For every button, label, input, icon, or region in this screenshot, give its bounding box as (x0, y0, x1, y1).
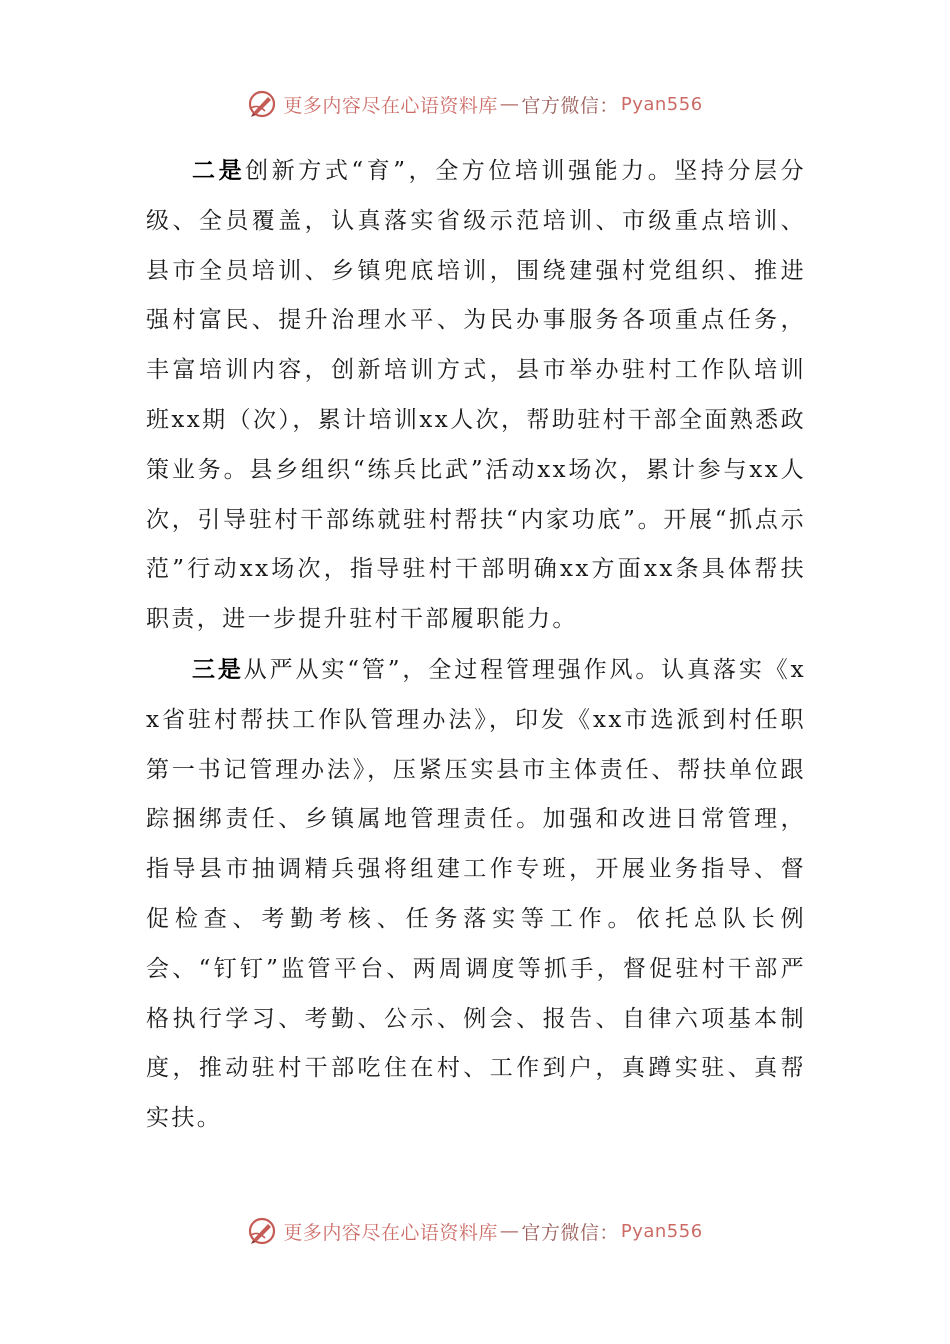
header-banner (0, 84, 950, 124)
paragraph-training (146, 146, 806, 645)
banner-main-text: 更多内容尽在心语资料库 (283, 1221, 498, 1244)
banner-wechat-handle: Pyan556 (620, 93, 703, 115)
pen-circle-logo-icon (247, 89, 277, 119)
banner-wechat-label: 官方微信： (521, 94, 619, 117)
paragraph-lead: 二是 (192, 157, 246, 184)
footer-banner (0, 1211, 950, 1251)
paragraph-text: 创新方式“育”，全方位培训强能力。坚持分层分级、全员覆盖，认真落实省级示范培训、市级重点培训、县市全员培训、乡镇兜底培训，围绕建强村党组织、推进强村富民、提升治理水平、为民办事服务各项重点任务，丰富培训内容，创新培训方式，县市举办驻村工作队培训班xx期（次），累计培训xx人次，帮助驻村干部全面熟悉政策业务。县乡组织“练兵比武”活动xx场次，累计参与xx人次，引导驻村干部练就驻村帮扶“内家功底”。开展“抓点示范”行动xx场次，指导驻村干部明确xx方面xx条具体帮扶职责，进一步提升驻村干部履职能力。 (146, 158, 806, 633)
pen-circle-logo-icon (247, 1216, 277, 1246)
banner-separator: — (499, 93, 520, 115)
banner-wechat-label: 官方微信： (521, 1221, 619, 1244)
banner-wechat-handle: Pyan556 (620, 1220, 703, 1242)
paragraph-lead: 三是 (192, 655, 244, 683)
paragraph-text: 从严从实“管”，全过程管理强作风。认真落实《xx省驻村帮扶工作队管理办法》，印发《xx市选派到村任职第一书记管理办法》，压紧压实县市主体责任、帮扶单位跟踪捆绑责任、乡镇属地管理责任。加强和改进日常管理，指导县市抽调精兵强将组建工作专班，开展业务指导、督促检查、考勤考核、任务落实等工作。依托总队长例会、“钉钉”监管平台、两周调度等抓手，督促驻村干部严格执行学习、考勤、公示、例会、报告、自律六项基本制度，推动驻村干部吃住在村、工作到户，真蹲实驻、真帮实扶。 (146, 656, 806, 1132)
paragraph-management (146, 645, 806, 1144)
document-body (146, 146, 806, 1144)
banner-main-text: 更多内容尽在心语资料库 (283, 94, 498, 117)
banner-separator: — (499, 1220, 520, 1242)
